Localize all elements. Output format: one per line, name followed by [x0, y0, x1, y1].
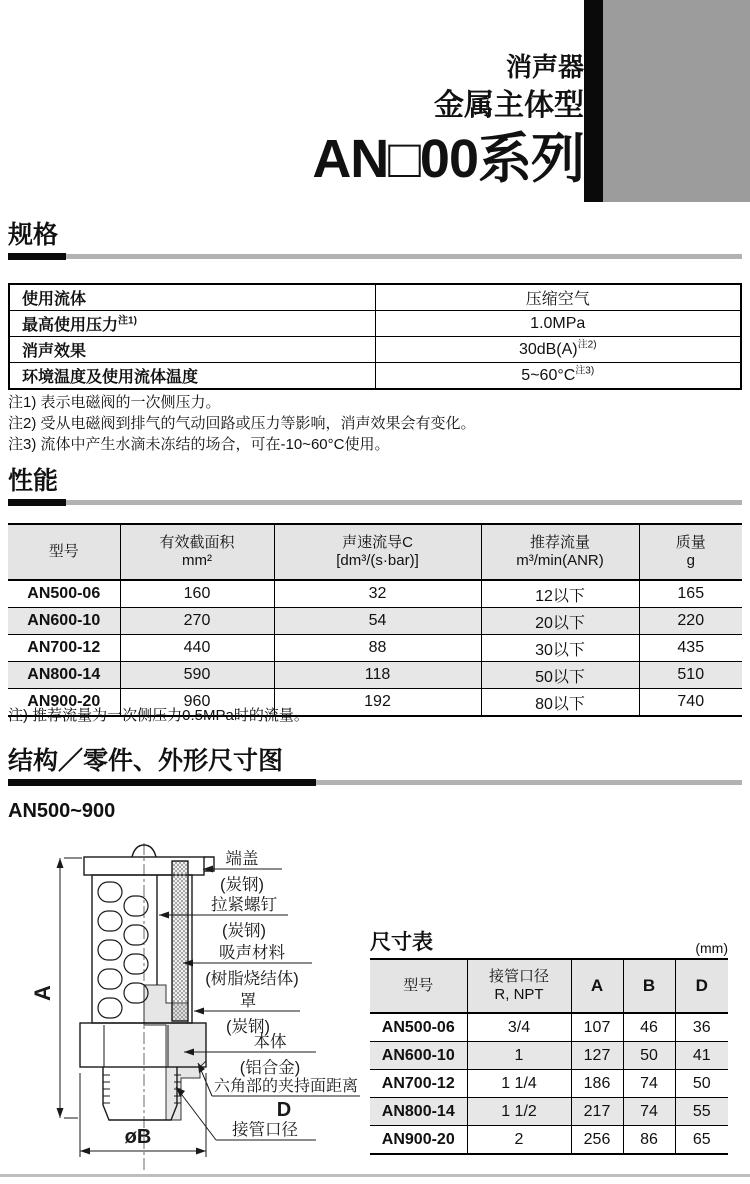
- section-spec: [8, 220, 742, 260]
- table-row: AN900-20 2 256 86 65: [370, 1126, 728, 1155]
- section-rule: [8, 499, 742, 506]
- spec-table: [8, 283, 742, 390]
- table-row: AN700-12 1 1/4 186 74 50: [370, 1070, 728, 1098]
- callouts: [159, 849, 360, 1140]
- section-rule: [8, 779, 742, 786]
- dimension-a: [30, 858, 82, 1118]
- hex-chamfer-lines: [104, 1025, 168, 1067]
- dim-b-label: øB: [124, 1126, 152, 1148]
- model-range-heading: AN500~900: [8, 800, 116, 822]
- label-cover-material: (炭钢): [226, 1018, 270, 1036]
- section-spec-heading: 规格: [8, 221, 59, 249]
- label-tension-bolt: 拉紧螺钉: [211, 896, 277, 914]
- label-absorbing-material: (树脂烧结体): [205, 970, 299, 988]
- header-black-bar: [584, 0, 603, 202]
- cover-slots-left: [98, 882, 122, 1018]
- table-row: AN500-06 3/4 107 46 36: [370, 1013, 728, 1042]
- dimension-b: [80, 1073, 206, 1157]
- header-gray-block: [603, 0, 750, 202]
- section-structure: [8, 746, 742, 786]
- label-tension-bolt-material: (炭钢): [222, 922, 266, 940]
- table-row: AN700-12 440 88 30以下 435: [8, 635, 742, 662]
- label-cover: 罩: [239, 992, 257, 1010]
- note-line: 注1) 表示电磁阀的一次侧压力。: [8, 394, 221, 411]
- label-hex-dim: D: [276, 1099, 292, 1121]
- dimension-table-unit: (mm): [695, 940, 728, 956]
- thread-crests-left: [103, 1075, 110, 1103]
- table-header-row: 型号 接管口径 R, NPT A B D: [370, 959, 728, 1013]
- table-header-row: 型号 有效截面积 mm² 声速流导C [dm³/(s·bar)] 推荐流量 m³/min(ANR) 质量 g: [8, 524, 742, 580]
- header-titles: [312, 50, 584, 190]
- section-perf-heading: 性能: [8, 467, 59, 495]
- table-row: AN500-06 160 32 12以下 165: [8, 580, 742, 608]
- page-bottom-rule: [0, 1174, 750, 1177]
- label-body: 本体: [253, 1033, 287, 1051]
- silencer-cross-section-drawing: [20, 835, 360, 1180]
- note-line: 注3) 流体中产生水滴未冻结的场合，可在-10~60°C使用。: [8, 436, 390, 453]
- spec-notes: [8, 392, 476, 455]
- section-structure-heading: 结构／零件、外形尺寸图: [8, 747, 284, 775]
- table-row: 使用流体 压缩空气: [9, 284, 741, 311]
- performance-note: 注) 推荐流量为一次侧压力0.5MPa时的流量。: [8, 707, 309, 724]
- table-row: AN800-14 590 118 50以下 510: [8, 662, 742, 689]
- absorbing-material: [172, 861, 188, 1021]
- series-title: AN□00系列: [312, 129, 584, 189]
- dimension-table-header: [370, 926, 728, 956]
- dim-a-label: A: [30, 985, 55, 1001]
- label-body-material: (铝合金): [239, 1059, 301, 1077]
- product-type: 金属主体型: [434, 89, 584, 122]
- dimension-table: [370, 958, 728, 1155]
- table-row: AN600-10 270 54 20以下 220: [8, 608, 742, 635]
- label-port: 接管口径: [232, 1121, 298, 1139]
- section-perf: [8, 466, 742, 506]
- table-row: 环境温度及使用流体温度 $5\sim 60^\circ C^{注3)}$: [9, 363, 741, 390]
- table-row: 最高使用压力$^{注1)}$ 1.0MPa: [9, 311, 741, 337]
- note-line: 注2) 受从电磁阀到排气的气动回路或压力等影响，消声效果会有变化。: [8, 415, 476, 432]
- section-rule: [8, 253, 742, 260]
- label-hex-flats: 六角部的夹持面距离: [213, 1078, 359, 1095]
- performance-table: [8, 523, 742, 717]
- label-end-cap-material: (炭钢): [220, 876, 264, 894]
- label-end-cap: 端盖: [225, 850, 259, 868]
- dimension-table-title: 尺寸表: [370, 931, 433, 954]
- product-subtitle: 消声器: [505, 52, 584, 82]
- label-absorbing: 吸声材料: [219, 944, 285, 962]
- table-row: AN600-10 1 127 50 41: [370, 1042, 728, 1070]
- table-row: 消声效果 $30dB(A)^{注2)}$: [9, 337, 741, 363]
- table-row: AN900-20 960 192 80以下 740: [8, 689, 742, 717]
- table-row: AN800-14 1 1/2 217 74 55: [370, 1098, 728, 1126]
